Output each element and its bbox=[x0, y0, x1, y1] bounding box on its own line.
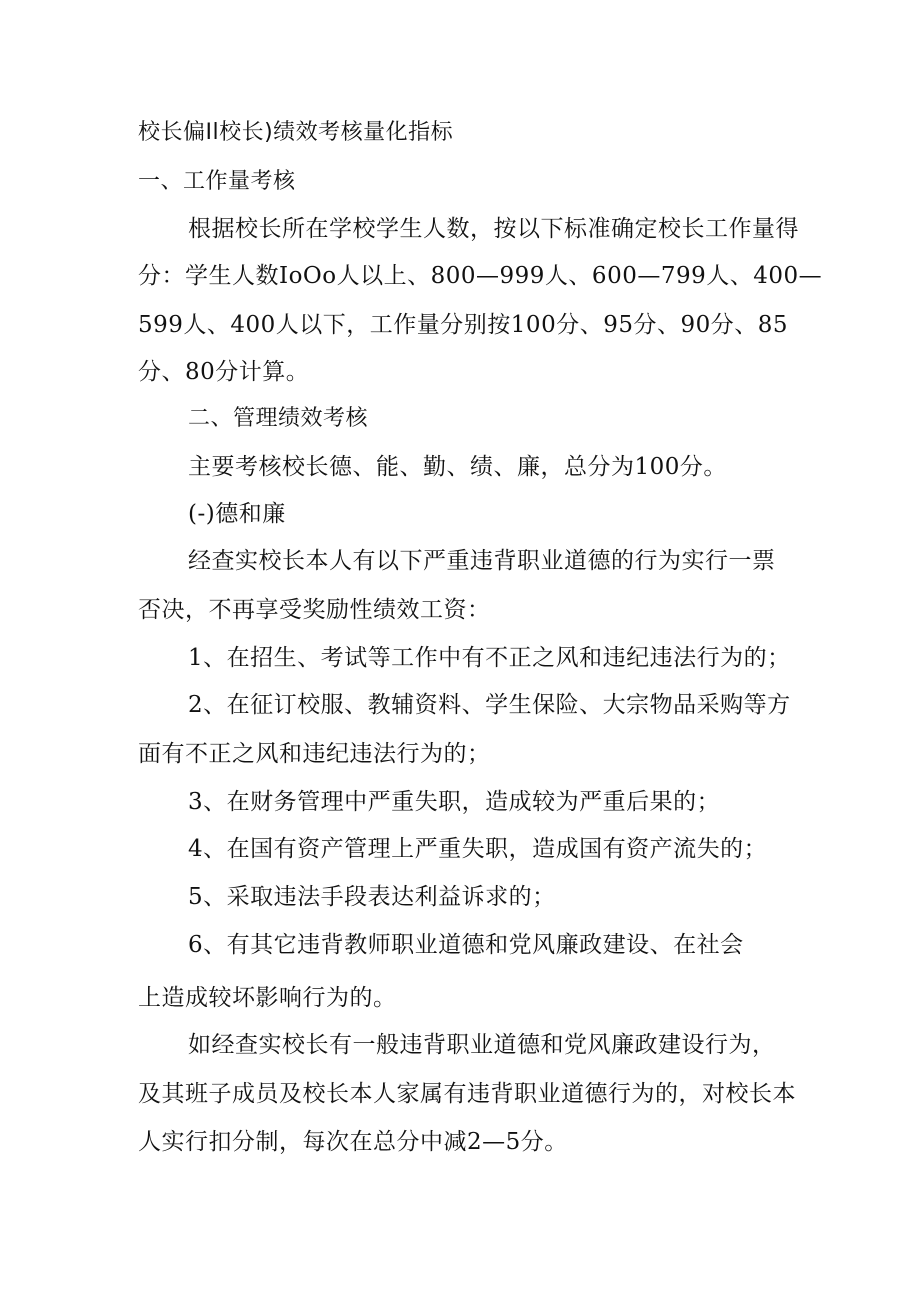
veto-item-2-line-2: 面有不正之风和违纪违法行为的； bbox=[138, 741, 491, 767]
section-2-intro: 主要考核校长德、能、勤、绩、廉，总分为100分。 bbox=[188, 454, 727, 480]
veto-item-2-line-1: 2、在征订校服、教辅资料、学生保险、大宗物品采购等方 bbox=[188, 692, 791, 718]
veto-item-6-line-1: 6、有其它违背教师职业道德和党风廉政建设、在社会 bbox=[188, 932, 744, 958]
section-1-paragraph-line-3: 599人、400人以下，工作量分别按100分、95分、90分、85 bbox=[138, 312, 788, 338]
deduction-line-3: 人实行扣分制，每次在总分中减2—5分。 bbox=[138, 1129, 568, 1155]
section-1-paragraph-line-4: 分、80分计算。 bbox=[138, 359, 310, 385]
section-1-paragraph-line-1: 根据校长所在学校学生人数，按以下标准确定校长工作量得 bbox=[188, 216, 799, 242]
section-2-heading: 二、管理绩效考核 bbox=[188, 406, 369, 431]
veto-item-1: 1、在招生、考试等工作中有不正之风和违纪违法行为的； bbox=[188, 645, 791, 671]
section-1-heading: 一、工作量考核 bbox=[138, 169, 296, 194]
veto-item-6-line-2: 上造成较坏影响行为的。 bbox=[138, 985, 397, 1011]
veto-item-5: 5、采取违法手段表达利益诉求的； bbox=[188, 884, 556, 910]
veto-intro-line-1: 经查实校长本人有以下严重违背职业道德的行为实行一票 bbox=[188, 548, 776, 574]
deduction-line-1: 如经查实校长有一般违背职业道德和党风廉政建设行为， bbox=[188, 1032, 776, 1058]
subsection-1-heading: (-)德和廉 bbox=[188, 501, 286, 527]
section-1-paragraph-line-2: 分：学生人数IoOo人以上、800—999人、600—799人、400— bbox=[138, 263, 823, 289]
veto-intro-line-2: 否决，不再享受奖励性绩效工资： bbox=[138, 597, 491, 623]
document-title: 校长偏Il校长)绩效考核量化指标 bbox=[138, 120, 454, 145]
deduction-line-2: 及其班子成员及校长本人家属有违背职业道德行为的，对校长本 bbox=[138, 1081, 796, 1107]
veto-item-3: 3、在财务管理中严重失职，造成较为严重后果的； bbox=[188, 789, 721, 815]
veto-item-4: 4、在国有资产管理上严重失职，造成国有资产流失的； bbox=[188, 836, 768, 862]
